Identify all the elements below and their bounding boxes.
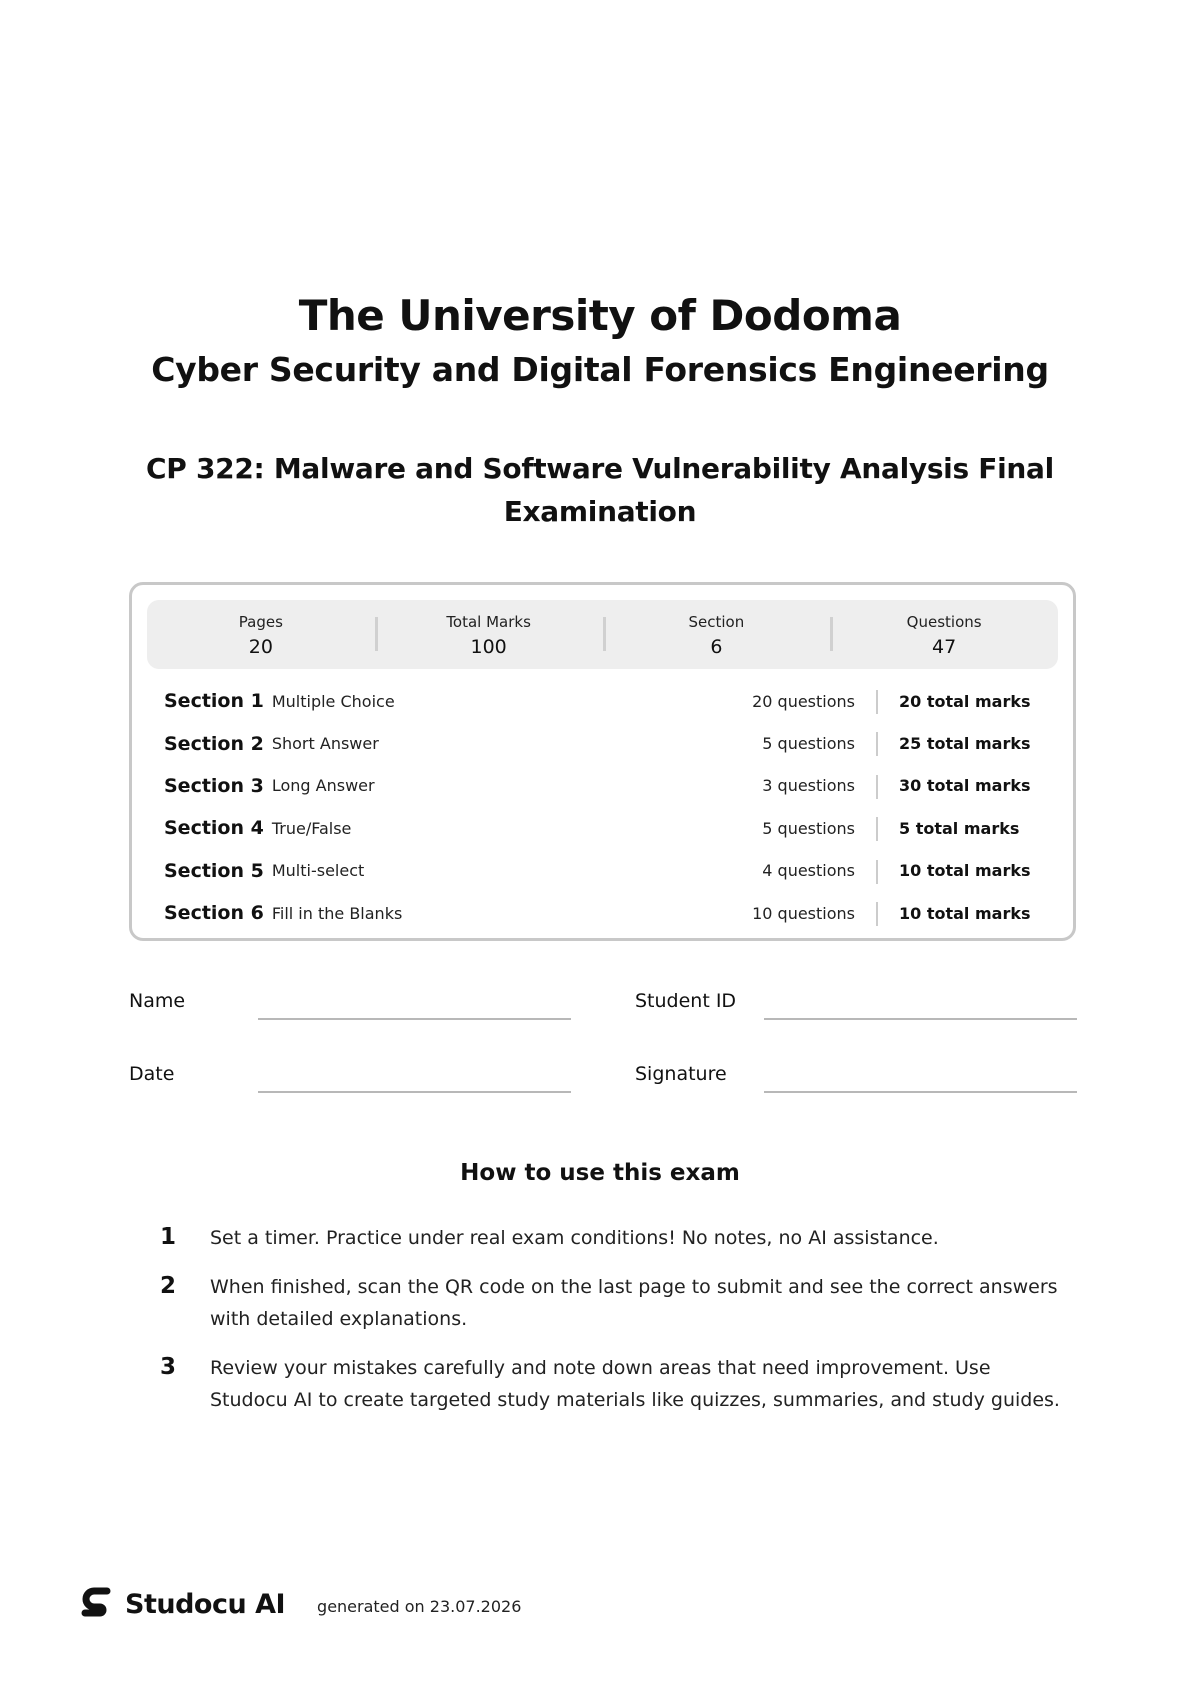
section-type: Long Answer	[271, 776, 375, 796]
university-title: The University of Dodoma	[298, 291, 902, 340]
brand-name: Studocu AI	[125, 1588, 286, 1620]
section-row	[164, 680, 1046, 722]
name-label: Name	[129, 990, 186, 1012]
section-row	[164, 722, 1046, 764]
section-questions: 10 questions	[752, 903, 855, 923]
section-marks: 20 total marks	[899, 691, 1031, 711]
section-type: True/False	[271, 818, 352, 838]
howto-step	[160, 1222, 1060, 1254]
footer	[79, 1584, 521, 1624]
date-label: Date	[129, 1063, 175, 1085]
stat-total-marks	[375, 600, 603, 669]
divider	[876, 817, 878, 841]
stat-questions	[830, 600, 1058, 669]
section-marks: 10 total marks	[899, 903, 1031, 923]
stat-section	[603, 600, 831, 669]
section-name: Section 2	[164, 732, 264, 755]
step-text: When finished, scan the QR code on the last page to submit and see the correct answers with detailed explanations.	[210, 1276, 1058, 1330]
section-type: Fill in the Blanks	[271, 903, 403, 923]
stat-label: Questions	[906, 613, 982, 631]
section-type: Multi-select	[271, 861, 365, 881]
name-line[interactable]	[258, 1018, 571, 1020]
studocu-logo-icon	[79, 1584, 115, 1624]
course-title: CP 322: Malware and Software Vulnerability Analysis Final Examination	[146, 452, 1054, 528]
section-marks: 30 total marks	[899, 776, 1031, 796]
section-row	[164, 765, 1046, 807]
stat-pages	[147, 600, 375, 669]
section-name: Section 3	[164, 774, 264, 797]
title-block	[0, 288, 1200, 392]
stat-value: 6	[710, 636, 723, 658]
signature-line[interactable]	[764, 1091, 1077, 1093]
section-row	[164, 892, 1046, 934]
step-number: 3	[160, 1354, 177, 1380]
signature-field[interactable]	[635, 1063, 1077, 1093]
divider	[876, 860, 878, 884]
howto-title: How to use this exam	[460, 1160, 740, 1186]
section-questions: 5 questions	[762, 818, 855, 838]
section-questions: 4 questions	[762, 861, 855, 881]
step-text: Review your mistakes carefully and note down areas that need improvement. Use Studocu AI to create targeted study materials like quizzes, summaries, and study guides.	[210, 1357, 1060, 1411]
stat-label: Total Marks	[446, 613, 531, 631]
section-name: Section 1	[164, 690, 264, 713]
stat-value: 47	[932, 636, 957, 658]
name-field[interactable]	[129, 990, 571, 1020]
section-type: Multiple Choice	[271, 691, 395, 711]
section-row	[164, 850, 1046, 892]
section-name: Section 6	[164, 902, 264, 925]
howto-step	[160, 1271, 1060, 1335]
date-line[interactable]	[258, 1091, 571, 1093]
step-text: Set a timer. Practice under real exam conditions! No notes, no AI assistance.	[210, 1227, 939, 1249]
sections-list	[164, 680, 1046, 934]
section-marks: 10 total marks	[899, 861, 1031, 881]
section-questions: 20 questions	[752, 691, 855, 711]
student-id-label: Student ID	[635, 990, 737, 1012]
generated-date: generated on 23.07.2026	[317, 1596, 522, 1616]
section-name: Section 5	[164, 859, 264, 882]
howto-step	[160, 1352, 1060, 1416]
howto-steps	[160, 1222, 1060, 1433]
department-title: Cyber Security and Digital Forensics Engineering	[151, 350, 1049, 389]
step-number: 1	[160, 1224, 177, 1250]
studocu-logo	[79, 1584, 285, 1624]
stat-value: 20	[248, 636, 273, 658]
divider	[876, 902, 878, 926]
student-id-line[interactable]	[764, 1018, 1077, 1020]
exam-summary-box	[129, 582, 1076, 941]
section-name: Section 4	[164, 817, 264, 840]
stat-value: 100	[470, 636, 507, 658]
section-marks: 5 total marks	[899, 818, 1020, 838]
section-marks: 25 total marks	[899, 734, 1031, 754]
student-id-field[interactable]	[635, 990, 1077, 1020]
section-questions: 5 questions	[762, 734, 855, 754]
stat-label: Pages	[238, 613, 283, 631]
stats-bar	[147, 600, 1058, 669]
divider	[876, 690, 878, 714]
divider	[876, 775, 878, 799]
section-row	[164, 807, 1046, 849]
section-questions: 3 questions	[762, 776, 855, 796]
date-field[interactable]	[129, 1063, 571, 1093]
divider	[876, 732, 878, 756]
section-type: Short Answer	[271, 734, 379, 754]
stat-label: Section	[688, 613, 745, 631]
step-number: 2	[160, 1273, 177, 1299]
signature-label: Signature	[635, 1063, 727, 1085]
